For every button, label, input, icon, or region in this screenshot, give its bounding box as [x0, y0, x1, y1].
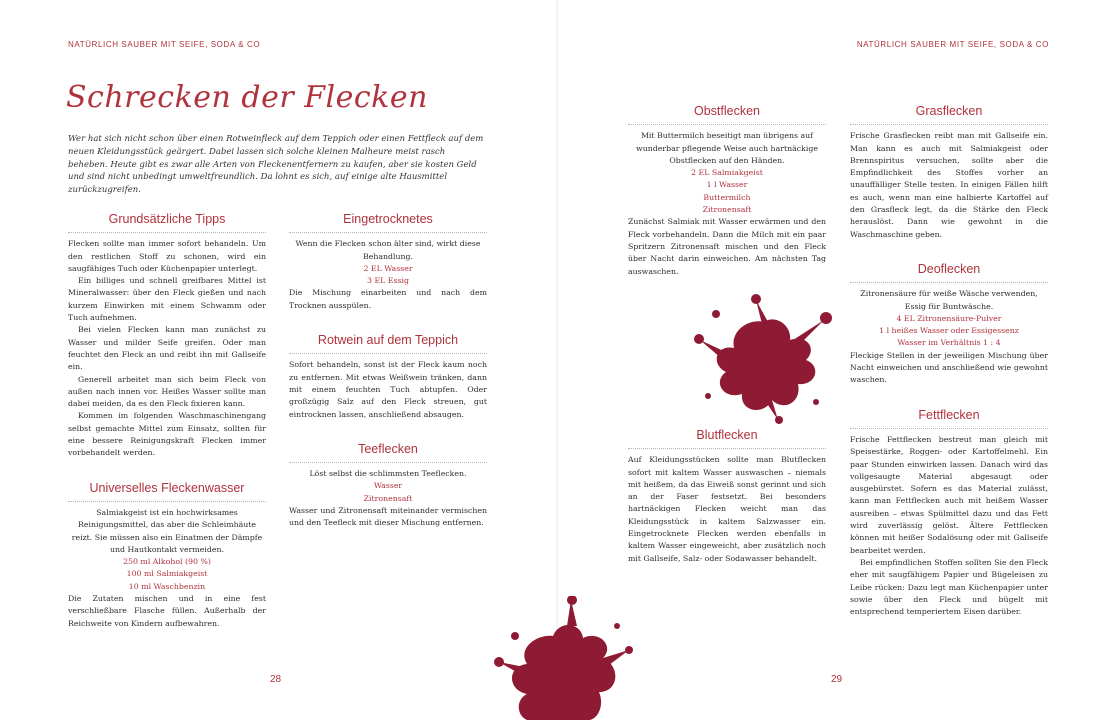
section-heading: Deoflecken	[850, 263, 1048, 283]
paragraph: Kommen im folgenden Waschmaschinengang selbst gemachte Mittel zum Einsatz, sollten für eine bessere Reinigungskraft Flecken immer vorbehandelt werden.	[68, 411, 266, 458]
paragraph: Fleckige Stellen in der jeweiligen Mischung über Nacht einweichen und anschließend wie gewohnt waschen.	[850, 350, 1048, 385]
paragraph: Flecken sollte man immer sofort behandeln. Um den restlichen Stoff zu schonen, wird ein saugfähiges Tuch oder Küchenpapier unterlegt.	[68, 239, 266, 273]
ingredient: 250 ml Alkohol (90 %)	[123, 557, 211, 567]
paragraph: Bei vielen Flecken kann man zunächst zu Wasser und milder Seife greifen. Oder man feuchtet den Fleck an und reibt ihn mit Gallseife ein.	[68, 325, 266, 372]
paragraph: Bei empfindlichen Stoffen sollten Sie den Fleck eher mit saugfähigem Papier und Bügeleisen zu Leibe rücken: Dazu legt man Küchenpapier unter sowie über den Fleck und bügelt mit entsprechend temperiertem Eisen darüber.	[850, 557, 1048, 617]
paragraph: Zunächst Salmiak mit Wasser erwärmen und den Fleck vorbehandeln. Dann die Milch mit ein paar Spritzern Zitronensaft mischen und den Fleck über Nacht darin einweichen. Am nächsten Tag auswaschen.	[628, 217, 826, 276]
section-grundsaetzliche-tipps	[68, 213, 266, 460]
page-number-left: 28	[270, 674, 282, 685]
left-column-2	[289, 213, 487, 552]
recipe-intro: Mit Buttermilch beseitigt man übrigens auf wunderbar pflegende Weise auch hartnäckige Obstflecken auf den Händen.	[636, 131, 818, 165]
section-universelles-fleckenwasser	[68, 482, 266, 630]
page-title: Schrecken der Flecken	[66, 80, 428, 115]
ingredient: 10 ml Waschbenzin	[128, 581, 206, 591]
running-header-right: NATÜRLICH SAUBER MIT SEIFE, SODA & CO	[856, 40, 1049, 49]
ingredient: 100 ml Salmiakgeist	[126, 569, 208, 579]
intro-text: Wer hat sich nicht schon über einen Rotweinfleck auf dem Teppich oder einen Fettfleck auf dem neuen Kleidungsstück geärgert. Dabei lassen sich solche kleinen Malheure meist rasch beheben. Heute gibt es zwar alle Arten von Fleckenentfernern zu kaufen, aber sie kosten Geld und sind nicht unbedingt umweltfreundlich. Da lohnt es sich, auf einige alte Hausmittel zurückzugreifen.	[68, 134, 484, 196]
page-number-right: 29	[831, 674, 843, 685]
recipe-intro: Löst selbst die schlimmsten Teeflecken.	[309, 469, 467, 479]
section-heading: Grasflecken	[850, 105, 1048, 125]
section-heading: Rotwein auf dem Teppich	[289, 334, 487, 354]
recipe-intro: Zitronensäure für weiße Wäsche verwenden, Essig für Buntwäsche.	[860, 289, 1038, 311]
section-eingetrocknetes	[289, 213, 487, 312]
section-teeflecken	[289, 443, 487, 530]
section-heading: Blutflecken	[628, 429, 826, 449]
section-fettflecken	[850, 409, 1048, 619]
ingredient: 2 EL Wasser	[363, 263, 413, 273]
paragraph: Frische Fettflecken bestreut man gleich mit Speisestärke, Roggen- oder Kartoffelmehl. Ein paar Stunden einwirken lassen. Danach wird das vollgesaugte Material abgesaugt oder ausgebürstet. Sofern es das Material zulässt, kann man Fettflecken auch mit heißem Wasser ausreiben – etwas Spülmittel dazu und das Fett wird zuverlässig gelöst. Ältere Fettflecken können mit heißer Sodalösung oder mit Gallseife bearbeitet werden.	[850, 434, 1048, 555]
paragraph: Frische Grasflecken reibt man mit Gallseife ein. Man kann es auch mit Salmiakgeist oder Brennspiritus versuchen, sollte aber die Empfindlichkeit des Stoffes vorher an unauffälliger Stelle testen. In einigen Fällen hilft es auch, wenn man eine halbierte Kartoffel auf den Grasfleck legt, da die Stärke den Fleck herauslöst. Dann wie gewohnt in die Waschmaschine geben.	[850, 131, 1048, 239]
ingredient: 1 l heißes Wasser oder Essigessenz	[879, 326, 1019, 336]
ingredient: Wasser im Verhältnis 1 : 4	[897, 338, 1001, 348]
recipe-intro: Salmiakgeist ist ein hochwirksames Reinigungsmittel, das aber die Schleimhäute reizt. Sie müssen also ein Einatmen der Dämpfe und Hautkontakt vermeiden.	[71, 507, 263, 554]
paragraph: Wasser und Zitronensaft miteinander vermischen und den Teefleck mit dieser Mischung entfernen.	[289, 506, 487, 528]
paragraph: Die Zutaten mischen und in eine fest verschließbare Flasche füllen. Außerhalb der Reichweite von Kindern aufbewahren.	[68, 594, 266, 628]
section-blutflecken	[628, 429, 826, 565]
ingredient: 3 EL Essig	[367, 276, 409, 286]
right-column-1	[628, 105, 826, 300]
paragraph: Generell arbeitet man sich beim Fleck von außen nach innen vor. Heißes Wasser sollte man dabei meiden, da es den Fleck fixieren kann.	[68, 374, 266, 409]
paragraph: Auf Kleidungsstücken sollte man Blutflecken sofort mit kaltem Wasser auswaschen – niemals mit heißem, da das Eiweiß sonst gerinnt und sich an der Faser festsetzt. Bei besonders hartnäckigen Flecken weicht man das Kleidungsstück in kaltem Salzwasser ein. Eingetrocknete Flecken werden ebenfalls in kaltem Wasser eingeweicht, aber zusätzlich noch mit Gallseife, Salz- oder Sodawasser behandelt.	[628, 455, 826, 563]
section-heading: Obstflecken	[628, 105, 826, 125]
ingredient: Buttermilch	[703, 192, 751, 202]
stain-splat-icon	[690, 292, 838, 424]
section-heading: Fettflecken	[850, 409, 1048, 429]
ingredient: 4 EL Zitronensäure-Pulver	[896, 313, 1002, 323]
left-column-1	[68, 213, 266, 652]
right-column-1-lower	[628, 429, 826, 587]
paragraph: Sofort behandeln, sonst ist der Fleck kaum noch zu entfernen. Mit etwas Weißwein tränken, dann mit einem feuchten Tuch abtupfen. Oder großzügig Salz auf den Fleck streuen, gut eintrocknen lassen, anschließend absaugen.	[289, 360, 487, 419]
ingredient: Zitronensaft	[702, 205, 752, 215]
section-deoflecken	[850, 263, 1048, 387]
section-heading: Eingetrocknetes	[289, 213, 487, 233]
paragraph: Die Mischung einarbeiten und nach dem Trocknen ausspülen.	[289, 288, 487, 310]
ingredient: Zitronensaft	[363, 493, 413, 503]
right-column-2	[850, 105, 1048, 640]
ingredient: Wasser	[373, 481, 403, 491]
ingredient: 1 l Wasser	[706, 180, 748, 190]
section-obstflecken	[628, 105, 826, 278]
section-heading: Teeflecken	[289, 443, 487, 463]
running-header-left: NATÜRLICH SAUBER MIT SEIFE, SODA & CO	[68, 40, 261, 49]
recipe-intro: Wenn die Flecken schon älter sind, wirkt diese Behandlung.	[295, 239, 481, 261]
ingredient: 2 EL Salmiakgeist	[691, 168, 763, 178]
section-rotwein	[289, 334, 487, 421]
section-grasflecken	[850, 105, 1048, 241]
section-heading: Grundsätzliche Tipps	[68, 213, 266, 233]
section-heading: Universelles Fleckenwasser	[68, 482, 266, 502]
stain-splat-icon	[493, 596, 633, 720]
paragraph: Ein billiges und schnell greifbares Mittel ist Mineralwasser: über den Fleck gießen und nach kurzem Einwirken mit einem Schwamm oder Tuch aufnehmen.	[68, 276, 266, 323]
